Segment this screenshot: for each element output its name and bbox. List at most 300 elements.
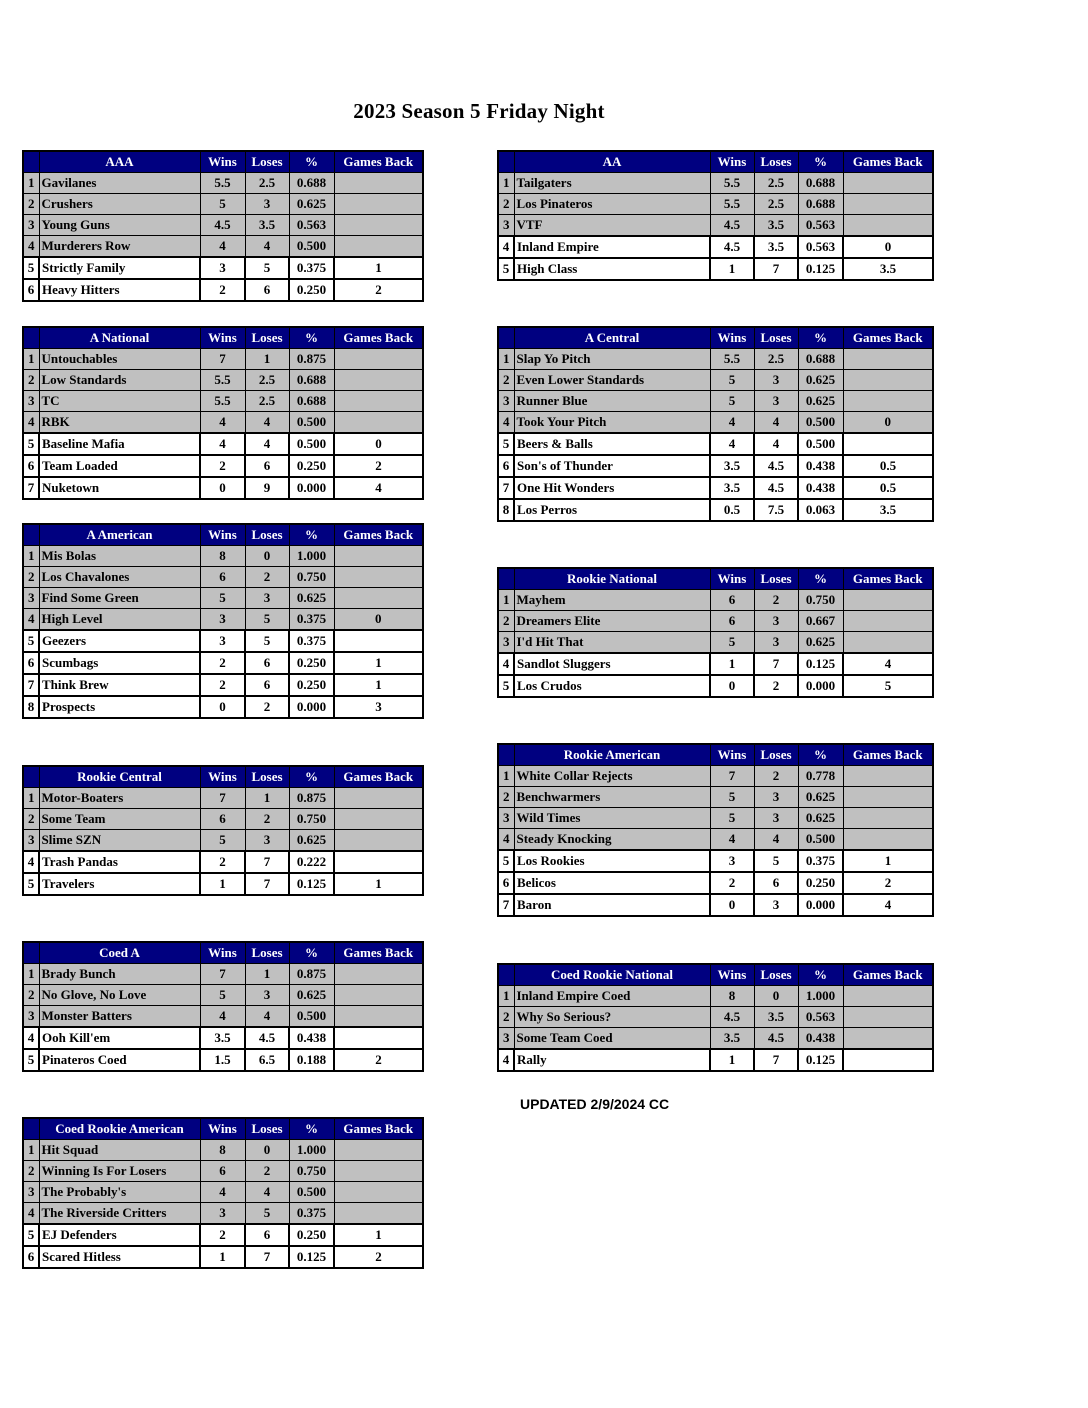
table-row	[498, 258, 933, 280]
rank-cell: 2	[498, 1007, 514, 1028]
wins-cell: 3	[200, 609, 245, 631]
games-back-column-header: Games Back	[843, 151, 933, 173]
loses-cell: 2.5	[754, 194, 798, 215]
table-row	[23, 588, 423, 609]
loses-column-header: Loses	[754, 568, 798, 590]
pct-cell: 0.750	[798, 590, 843, 611]
wins-cell: 4	[200, 1006, 245, 1028]
wins-cell: 0	[710, 894, 754, 916]
rank-column-header	[23, 524, 39, 546]
table-row	[23, 412, 423, 434]
loses-cell: 0	[245, 546, 289, 567]
loses-cell: 4	[754, 412, 798, 434]
wins-column-header: Wins	[200, 327, 245, 349]
team-name-cell: Motor-Boaters	[39, 788, 200, 809]
wins-column-header: Wins	[710, 568, 754, 590]
pct-cell: 0.875	[289, 349, 334, 370]
pct-cell: 0.688	[798, 194, 843, 215]
games-back-cell	[334, 194, 423, 215]
table-row	[498, 1049, 933, 1071]
pct-column-header: %	[289, 524, 334, 546]
games-back-cell: 3.5	[843, 258, 933, 280]
pct-cell: 0.438	[798, 455, 843, 477]
loses-cell: 6	[245, 1224, 289, 1246]
loses-cell: 0	[754, 986, 798, 1007]
loses-cell: 7	[754, 258, 798, 280]
games-back-column-header: Games Back	[843, 568, 933, 590]
loses-cell: 4	[245, 1182, 289, 1203]
team-name-cell: Think Brew	[39, 674, 200, 696]
table-row	[498, 173, 933, 194]
pct-cell: 0.000	[798, 894, 843, 916]
wins-cell: 0	[200, 477, 245, 499]
pct-cell: 0.500	[289, 433, 334, 455]
table-row	[23, 370, 423, 391]
team-name-cell: Son's of Thunder	[514, 455, 710, 477]
table-row	[23, 674, 423, 696]
team-name-cell: Monster Batters	[39, 1006, 200, 1028]
team-name-cell: Even Lower Standards	[514, 370, 710, 391]
team-name-cell: Winning Is For Losers	[39, 1161, 200, 1182]
table-row	[23, 985, 423, 1006]
games-back-column-header: Games Back	[843, 744, 933, 766]
pct-column-header: %	[289, 151, 334, 173]
rank-cell: 2	[498, 194, 514, 215]
games-back-cell	[334, 830, 423, 852]
loses-cell: 4	[245, 412, 289, 434]
games-back-cell	[334, 964, 423, 985]
loses-cell: 3	[754, 391, 798, 412]
table-row	[23, 391, 423, 412]
wins-cell: 3	[200, 1203, 245, 1225]
wins-cell: 3.5	[710, 455, 754, 477]
rank-column-header	[23, 151, 39, 173]
wins-cell: 0	[200, 696, 245, 718]
team-name-cell: Scumbags	[39, 652, 200, 674]
wins-cell: 1	[200, 1246, 245, 1268]
wins-column-header: Wins	[200, 524, 245, 546]
wins-column-header: Wins	[710, 964, 754, 986]
loses-cell: 4	[754, 433, 798, 455]
pct-cell: 0.438	[798, 1028, 843, 1050]
games-back-cell	[843, 986, 933, 1007]
rank-cell: 2	[23, 1161, 39, 1182]
games-back-cell: 0.5	[843, 477, 933, 499]
loses-cell: 6.5	[245, 1049, 289, 1071]
header-row	[23, 1118, 423, 1140]
loses-cell: 6	[245, 279, 289, 301]
rank-cell: 1	[498, 766, 514, 787]
wins-cell: 5.5	[710, 194, 754, 215]
team-name-cell: Heavy Hitters	[39, 279, 200, 301]
pct-cell: 0.375	[798, 850, 843, 872]
games-back-cell	[334, 215, 423, 236]
table-row	[23, 652, 423, 674]
table-row	[23, 630, 423, 652]
rank-cell: 4	[23, 1203, 39, 1225]
rank-cell: 4	[498, 1049, 514, 1071]
standings-table-rookie-american	[497, 743, 934, 917]
loses-column-header: Loses	[754, 327, 798, 349]
games-back-cell: 2	[334, 1049, 423, 1071]
games-back-cell: 0	[334, 433, 423, 455]
pct-cell: 0.063	[798, 499, 843, 521]
pct-cell: 0.688	[798, 349, 843, 370]
rank-cell: 4	[498, 653, 514, 675]
pct-cell: 0.500	[798, 412, 843, 434]
games-back-cell	[334, 391, 423, 412]
team-name-cell: Baron	[514, 894, 710, 916]
games-back-cell	[843, 1007, 933, 1028]
division-name-header: Coed Rookie American	[39, 1118, 200, 1140]
division-name-header: A Central	[514, 327, 710, 349]
pct-cell: 0.750	[289, 809, 334, 830]
games-back-cell: 1	[334, 1224, 423, 1246]
wins-cell: 5	[200, 194, 245, 215]
wins-column-header: Wins	[710, 327, 754, 349]
rank-cell: 4	[23, 609, 39, 631]
team-name-cell: Untouchables	[39, 349, 200, 370]
pct-column-header: %	[289, 327, 334, 349]
pct-cell: 0.750	[289, 1161, 334, 1182]
page-title: 2023 Season 5 Friday Night	[353, 99, 605, 123]
table-row	[498, 829, 933, 851]
loses-cell: 4.5	[754, 477, 798, 499]
loses-cell: 4	[245, 1006, 289, 1028]
loses-cell: 3	[754, 611, 798, 632]
rank-cell: 8	[498, 499, 514, 521]
wins-cell: 4	[710, 433, 754, 455]
loses-cell: 7	[754, 1049, 798, 1071]
wins-cell: 6	[710, 590, 754, 611]
wins-cell: 5.5	[710, 349, 754, 370]
pct-cell: 1.000	[798, 986, 843, 1007]
table-row	[498, 632, 933, 654]
standings-table-a-national	[22, 326, 424, 500]
team-name-cell: Geezers	[39, 630, 200, 652]
table-row	[498, 194, 933, 215]
team-name-cell: Beers & Balls	[514, 433, 710, 455]
team-name-cell: Inland Empire Coed	[514, 986, 710, 1007]
team-name-cell: Find Some Green	[39, 588, 200, 609]
rank-cell: 3	[498, 215, 514, 237]
standings-table-a-american	[22, 523, 424, 719]
header-row	[23, 524, 423, 546]
wins-cell: 4	[200, 1182, 245, 1203]
header-row	[498, 568, 933, 590]
wins-cell: 3.5	[710, 1028, 754, 1050]
games-back-cell	[843, 590, 933, 611]
team-name-cell: Mayhem	[514, 590, 710, 611]
table-row	[23, 809, 423, 830]
wins-cell: 3	[710, 850, 754, 872]
rank-cell: 1	[23, 964, 39, 985]
division-name-header: A National	[39, 327, 200, 349]
pct-cell: 0.125	[798, 1049, 843, 1071]
team-name-cell: Ooh Kill'em	[39, 1027, 200, 1049]
wins-cell: 4.5	[200, 215, 245, 236]
pct-cell: 0.500	[289, 412, 334, 434]
team-name-cell: Trash Pandas	[39, 851, 200, 873]
rank-cell: 2	[23, 567, 39, 588]
table-row	[498, 215, 933, 237]
rank-cell: 4	[23, 851, 39, 873]
pct-cell: 0.375	[289, 609, 334, 631]
table-row	[23, 1224, 423, 1246]
loses-cell: 9	[245, 477, 289, 499]
loses-cell: 3.5	[245, 215, 289, 236]
team-name-cell: TC	[39, 391, 200, 412]
team-name-cell: Murderers Row	[39, 236, 200, 258]
games-back-cell	[334, 567, 423, 588]
pct-cell: 0.625	[289, 985, 334, 1006]
table-row	[23, 215, 423, 236]
rank-cell: 1	[23, 173, 39, 194]
pct-column-header: %	[289, 766, 334, 788]
games-back-cell	[843, 391, 933, 412]
pct-cell: 0.778	[798, 766, 843, 787]
team-name-cell: Nuketown	[39, 477, 200, 499]
pct-column-header: %	[798, 568, 843, 590]
pct-cell: 0.688	[798, 173, 843, 194]
wins-cell: 1.5	[200, 1049, 245, 1071]
table-row	[23, 455, 423, 477]
table-row	[498, 1007, 933, 1028]
pct-cell: 0.125	[798, 653, 843, 675]
rank-column-header	[498, 327, 514, 349]
rank-cell: 2	[23, 370, 39, 391]
games-back-cell	[843, 1028, 933, 1050]
rank-cell: 4	[498, 236, 514, 258]
table-row	[23, 1006, 423, 1028]
games-back-column-header: Games Back	[843, 327, 933, 349]
games-back-cell: 1	[334, 873, 423, 895]
pct-column-header: %	[289, 1118, 334, 1140]
wins-column-header: Wins	[710, 151, 754, 173]
header-row	[498, 964, 933, 986]
loses-cell: 4.5	[245, 1027, 289, 1049]
wins-cell: 2	[200, 279, 245, 301]
games-back-cell	[843, 787, 933, 808]
wins-cell: 1	[710, 1049, 754, 1071]
team-name-cell: Steady Knocking	[514, 829, 710, 851]
rank-cell: 3	[498, 632, 514, 654]
team-name-cell: Rally	[514, 1049, 710, 1071]
wins-cell: 3.5	[200, 1027, 245, 1049]
pct-cell: 0.375	[289, 630, 334, 652]
table-row	[498, 894, 933, 916]
loses-cell: 3.5	[754, 215, 798, 237]
team-name-cell: Baseline Mafia	[39, 433, 200, 455]
loses-cell: 2	[245, 809, 289, 830]
rank-cell: 5	[23, 1224, 39, 1246]
loses-cell: 4	[245, 236, 289, 258]
division-name-header: AA	[514, 151, 710, 173]
table-row	[23, 964, 423, 985]
team-name-cell: Los Pinateros	[514, 194, 710, 215]
wins-cell: 5	[710, 632, 754, 654]
rank-cell: 7	[23, 477, 39, 499]
team-name-cell: Some Team Coed	[514, 1028, 710, 1050]
rank-cell: 2	[23, 985, 39, 1006]
pct-cell: 0.125	[289, 873, 334, 895]
wins-cell: 2	[200, 674, 245, 696]
rank-cell: 1	[23, 349, 39, 370]
games-back-cell	[334, 349, 423, 370]
wins-cell: 8	[200, 1140, 245, 1161]
loses-column-header: Loses	[245, 766, 289, 788]
wins-column-header: Wins	[200, 942, 245, 964]
pct-cell: 0.500	[798, 433, 843, 455]
loses-cell: 2	[754, 590, 798, 611]
games-back-cell	[334, 1161, 423, 1182]
wins-cell: 3	[200, 630, 245, 652]
wins-cell: 2	[200, 652, 245, 674]
team-name-cell: Scared Hitless	[39, 1246, 200, 1268]
pct-cell: 0.438	[289, 1027, 334, 1049]
pct-cell: 0.625	[798, 808, 843, 829]
header-row	[23, 942, 423, 964]
games-back-cell: 5	[843, 675, 933, 697]
pct-cell: 0.438	[798, 477, 843, 499]
wins-cell: 6	[200, 1161, 245, 1182]
table-row	[498, 349, 933, 370]
table-row	[23, 477, 423, 499]
rank-cell: 6	[23, 455, 39, 477]
games-back-cell: 1	[843, 850, 933, 872]
rank-cell: 4	[23, 1027, 39, 1049]
team-name-cell: Pinateros Coed	[39, 1049, 200, 1071]
loses-cell: 3	[245, 588, 289, 609]
games-back-cell: 0.5	[843, 455, 933, 477]
wins-cell: 5.5	[710, 173, 754, 194]
pct-cell: 0.500	[289, 236, 334, 258]
table-row	[498, 653, 933, 675]
table-row	[23, 546, 423, 567]
rank-cell: 4	[498, 412, 514, 434]
rank-cell: 1	[498, 349, 514, 370]
wins-cell: 2	[200, 1224, 245, 1246]
pct-cell: 0.563	[798, 215, 843, 237]
games-back-cell	[334, 1006, 423, 1028]
team-name-cell: High Class	[514, 258, 710, 280]
pct-cell: 0.250	[289, 652, 334, 674]
rank-column-header	[498, 964, 514, 986]
pct-cell: 0.563	[798, 1007, 843, 1028]
team-name-cell: Los Rookies	[514, 850, 710, 872]
team-name-cell: Tailgaters	[514, 173, 710, 194]
team-name-cell: Belicos	[514, 872, 710, 894]
loses-cell: 6	[245, 455, 289, 477]
pct-cell: 0.000	[798, 675, 843, 697]
pct-cell: 0.688	[289, 173, 334, 194]
pct-cell: 0.250	[289, 1224, 334, 1246]
games-back-cell	[843, 829, 933, 851]
rank-cell: 6	[498, 872, 514, 894]
table-row	[23, 1027, 423, 1049]
table-row	[23, 236, 423, 258]
pct-cell: 0.250	[289, 279, 334, 301]
wins-cell: 0.5	[710, 499, 754, 521]
wins-cell: 7	[200, 964, 245, 985]
wins-cell: 4.5	[710, 236, 754, 258]
rank-cell: 1	[23, 788, 39, 809]
table-row	[498, 391, 933, 412]
pct-cell: 0.250	[289, 674, 334, 696]
wins-cell: 4	[200, 412, 245, 434]
pct-column-header: %	[798, 744, 843, 766]
standings-table-rookie-national	[497, 567, 934, 698]
wins-cell: 1	[710, 258, 754, 280]
table-row	[498, 412, 933, 434]
table-row	[23, 257, 423, 279]
rank-cell: 5	[23, 630, 39, 652]
wins-cell: 5.5	[200, 370, 245, 391]
wins-cell: 4	[710, 412, 754, 434]
pct-cell: 0.500	[798, 829, 843, 851]
games-back-cell	[334, 985, 423, 1006]
updated-note: UPDATED 2/9/2024 CC	[520, 1096, 670, 1112]
wins-cell: 3	[200, 257, 245, 279]
wins-column-header: Wins	[710, 744, 754, 766]
rank-cell: 5	[23, 433, 39, 455]
games-back-cell	[334, 588, 423, 609]
pct-cell: 0.875	[289, 964, 334, 985]
pct-cell: 0.000	[289, 696, 334, 718]
wins-cell: 0	[710, 675, 754, 697]
table-row	[498, 477, 933, 499]
loses-cell: 3	[754, 787, 798, 808]
rank-cell: 5	[23, 1049, 39, 1071]
loses-column-header: Loses	[245, 1118, 289, 1140]
wins-cell: 4.5	[710, 215, 754, 237]
games-back-cell	[334, 788, 423, 809]
loses-cell: 2	[245, 696, 289, 718]
loses-cell: 4	[245, 433, 289, 455]
standings-table-a-central	[497, 326, 934, 522]
pct-cell: 0.625	[289, 830, 334, 852]
table-row	[23, 279, 423, 301]
header-row	[23, 327, 423, 349]
games-back-cell	[843, 808, 933, 829]
table-row	[498, 236, 933, 258]
loses-cell: 7.5	[754, 499, 798, 521]
games-back-column-header: Games Back	[334, 327, 423, 349]
pct-cell: 0.688	[289, 370, 334, 391]
table-row	[23, 1182, 423, 1203]
loses-cell: 5	[245, 257, 289, 279]
table-row	[498, 1028, 933, 1050]
pct-cell: 0.688	[289, 391, 334, 412]
wins-cell: 4	[710, 829, 754, 851]
team-name-cell: EJ Defenders	[39, 1224, 200, 1246]
pct-cell: 0.222	[289, 851, 334, 873]
wins-cell: 1	[200, 873, 245, 895]
pct-cell: 0.250	[798, 872, 843, 894]
loses-cell: 7	[754, 653, 798, 675]
team-name-cell: White Collar Rejects	[514, 766, 710, 787]
division-name-header: Rookie National	[514, 568, 710, 590]
table-row	[23, 349, 423, 370]
loses-cell: 2	[245, 567, 289, 588]
rank-cell: 7	[23, 674, 39, 696]
rank-column-header	[498, 568, 514, 590]
loses-cell: 2	[245, 1161, 289, 1182]
games-back-cell: 4	[843, 653, 933, 675]
table-row	[498, 370, 933, 391]
loses-cell: 1	[245, 964, 289, 985]
wins-cell: 8	[710, 986, 754, 1007]
